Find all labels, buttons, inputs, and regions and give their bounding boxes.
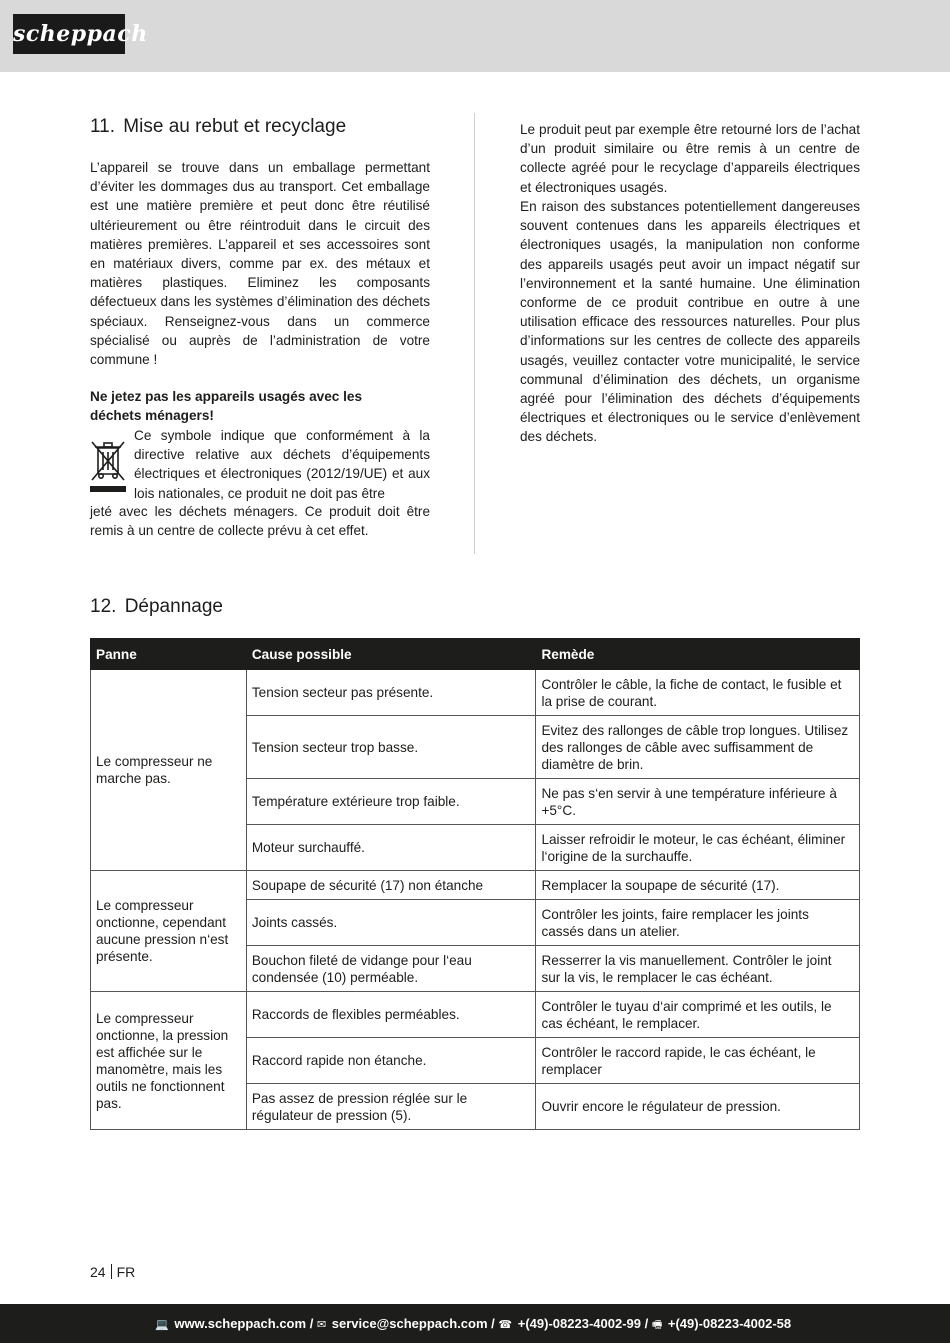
page-language: FR [116, 1264, 136, 1280]
disposal-paragraph: L’appareil se trouve dans un emballage permettant d’éviter les dommages dus au transport. Cet emballage est une matière première et peut donc être réutilisé ultérieurement ou être réintroduit dans le circuit des matières premières. L’appareil et ses accessoires sont en matériaux divers, comme par ex. des métaux et matières plastiques. Eliminez les composants défectueux dans les systèmes d’élimination des déchets spéciaux. Renseignez-vous dans un commerce spécialisé ou auprès de l’administration de votre commune ! [90, 160, 430, 368]
remedy-cell: Contrôler le câble, la fiche de contact, le fusible et la prise de courant. [536, 670, 860, 716]
footer-phone: +(49)-08223-4002-99 [517, 1316, 641, 1331]
cause-cell: Raccord rapide non étanche. [246, 1038, 536, 1084]
brand-logo: scheppach [13, 14, 125, 54]
page-number-separator [111, 1264, 112, 1279]
footer-fax: +(49)-08223-4002-58 [667, 1316, 792, 1331]
fault-cell: Le compresseur ne marche pas. [91, 670, 247, 871]
cause-cell: Joints cassés. [246, 900, 536, 946]
remedy-cell: Resserrer la vis manuellement. Contrôler le joint sur la vis, le remplacer le cas échéant. [536, 946, 860, 992]
remedy-cell: Contrôler les joints, faire remplacer les joints cassés dans un atelier. [536, 900, 860, 946]
footer-separator: / [644, 1316, 649, 1331]
section-12-title [90, 596, 223, 618]
remedy-cell: Evitez des rallonges de câble trop longues. Utilisez des rallonges de câble avec suffisamment de diamètre de brin. [536, 716, 860, 779]
troubleshooting-table [90, 638, 860, 1130]
hazard-paragraph: En raison des substances potentiellement dangereuses souvent contenues dans les appareils électriques et électroniques usagés, la manipulation non conforme des appareils usagés peut avoir un impact négatif sur l’environnement et la santé humaine. Une élimination conforme de ce produit contribue en outre à une utilisation efficace des ressources naturelles. Pour plus d’informations sur les centres de collecte des appareils usagés, veuillez contacter votre municipalité, le service communal d’élimination des déchets, un organisme agréé pour l’élimination des déchets d’équipements électriques et électroniques ou le service d’enlèvement des déchets. [520, 199, 860, 445]
computer-icon: 💻 [155, 1319, 169, 1331]
cause-cell: Moteur surchauffé. [246, 825, 536, 871]
cause-cell: Pas assez de pression réglée sur le régulateur de pression (5). [246, 1084, 536, 1130]
column-header: Remède [536, 639, 860, 670]
cause-cell: Raccords de flexibles perméables. [246, 992, 536, 1038]
section-12-heading: Dépannage [124, 596, 223, 617]
page-header [0, 0, 950, 72]
remedy-cell: Contrôler le raccord rapide, le cas échéant, le remplacer [536, 1038, 860, 1084]
remedy-cell: Laisser refroidir le moteur, le cas échéant, éliminer l‘origine de la surchauffe. [536, 825, 860, 871]
cause-cell: Température extérieure trop faible. [246, 779, 536, 825]
remedy-cell: Contrôler le tuyau d‘air comprimé et les outils, le cas échéant, le remplacer. [536, 992, 860, 1038]
cause-cell: Tension secteur pas présente. [246, 670, 536, 716]
return-paragraph: Le produit peut par exemple être retourné lors de l’achat d’un produit similaire ou être remis à un centre de collecte agréé pour le recyclage d’appareils électriques et électroniques usagés. [520, 122, 860, 195]
weee-description-continued: jeté avec les déchets ménagers. Ce produit doit être remis à un centre de collecte prévu à cet effet. [90, 504, 430, 539]
weee-description: Ce symbole indique que conformément à la directive relative aux déchets d’équipements électriques et électroniques (2012/19/UE) et aux lois nationales, ce produit ne doit pas être [134, 428, 430, 501]
table-header-row [91, 639, 860, 670]
warning-text: Ne jetez pas les appareils usagés avec les déchets ménagers! [90, 389, 363, 424]
footer-separator: / [491, 1316, 495, 1331]
column-header: Panne [91, 639, 247, 670]
footer-separator: / [309, 1316, 314, 1331]
section-11-title [90, 116, 346, 138]
page-number-value: 24 [90, 1264, 106, 1280]
cause-cell: Soupape de sécurité (17) non étanche [246, 871, 536, 900]
column-header: Cause possible [246, 639, 536, 670]
table-row [91, 992, 860, 1038]
section-11-number: 11. [90, 116, 116, 137]
cause-cell: Bouchon fileté de vidange pour l‘eau condensée (10) perméable. [246, 946, 536, 992]
fault-cell: Le compresseur onctionne, la pression est affichée sur le manomètre, mais les outils ne fonctionnent pas. [91, 992, 247, 1130]
remedy-cell: Ne pas s‘en servir à une température inférieure à +5°C. [536, 779, 860, 825]
remedy-cell: Remplacer la soupape de sécurité (17). [536, 871, 860, 900]
email-icon: ✉ [316, 1319, 327, 1331]
page-number [90, 1264, 135, 1280]
footer-website[interactable]: www.scheppach.com [174, 1316, 307, 1331]
column-divider [474, 113, 475, 554]
footer-email[interactable]: service@scheppach.com [331, 1316, 488, 1331]
section-11-heading: Mise au rebut et recyclage [123, 116, 347, 137]
page-footer [0, 1304, 950, 1343]
remedy-cell: Ouvrir encore le régulateur de pression. [536, 1084, 860, 1130]
table-row [91, 670, 860, 716]
fault-cell: Le compresseur onctionne, cependant aucune pression n‘est présente. [91, 871, 247, 992]
fax-icon: 🖷 [651, 1319, 663, 1331]
cause-cell: Tension secteur trop basse. [246, 716, 536, 779]
table-row [91, 871, 860, 900]
section-12-number: 12. [90, 596, 117, 617]
phone-icon: ☎ [498, 1319, 513, 1331]
weee-bin-icon [90, 438, 126, 494]
